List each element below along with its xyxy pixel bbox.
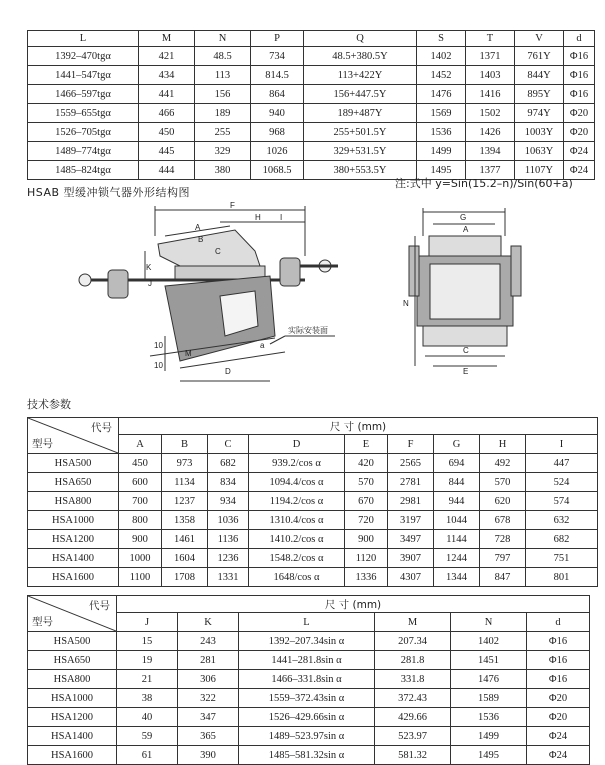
label-H: H (255, 213, 261, 222)
table-cell: 21 (117, 670, 178, 689)
table-cell: 1495 (451, 746, 527, 765)
table-header-row (28, 418, 598, 435)
header-cell: I (526, 435, 598, 454)
table-cell: Φ24 (527, 727, 590, 746)
table-cell: 1377 (466, 161, 515, 180)
table-cell: 670 (345, 492, 388, 511)
table-cell: 864 (251, 85, 304, 104)
header-cell: J (117, 613, 178, 632)
table-cell: Φ24 (564, 161, 595, 180)
table-cell: HSA800 (28, 670, 117, 689)
table-cell: 720 (345, 511, 388, 530)
table-header-row (28, 31, 595, 47)
header-cell: C (208, 435, 249, 454)
label-M: M (185, 349, 192, 358)
table-cell: 1476 (417, 85, 466, 104)
label-G: G (460, 213, 467, 222)
table-cell: 1489–774tgα (28, 142, 139, 161)
table-header-row (28, 596, 590, 613)
table-cell: Φ16 (564, 47, 595, 66)
table-cell: 444 (139, 161, 195, 180)
table-cell: 1502 (466, 104, 515, 123)
table-cell: 1569 (417, 104, 466, 123)
table-cell: 1416 (466, 85, 515, 104)
header-cell: H (480, 435, 526, 454)
table-cell: 834 (208, 473, 249, 492)
table-cell: 2981 (388, 492, 434, 511)
table-cell: 255 (195, 123, 251, 142)
table-cell: 968 (251, 123, 304, 142)
table-cell: 600 (119, 473, 162, 492)
label-A-front: A (463, 225, 469, 234)
table-cell: 1107Y (515, 161, 564, 180)
technical-parameters-table-2 (27, 595, 590, 765)
header-cell: V (515, 31, 564, 47)
table-cell: 281.8 (375, 651, 451, 670)
table-cell: 1036 (208, 511, 249, 530)
table-cell: 306 (178, 670, 239, 689)
table-cell: 1144 (434, 530, 480, 549)
header-cell: F (388, 435, 434, 454)
table-cell: 1237 (162, 492, 208, 511)
table-cell: 1489–523.97sin α (239, 727, 375, 746)
table-cell: 40 (117, 708, 178, 727)
table-cell: 734 (251, 47, 304, 66)
table-cell: 1344 (434, 568, 480, 587)
table-cell: 1068.5 (251, 161, 304, 180)
table-row (28, 123, 595, 142)
header-cell: G (434, 435, 480, 454)
label-dim-10-top: 10 (154, 341, 163, 350)
table-row (28, 549, 598, 568)
table-row (28, 85, 595, 104)
label-F: F (230, 201, 235, 210)
table-cell: 814.5 (251, 66, 304, 85)
table-row (28, 651, 590, 670)
table-cell: 1394 (466, 142, 515, 161)
table-cell: Φ16 (564, 85, 595, 104)
table-cell: 1452 (417, 66, 466, 85)
table-cell: 523.97 (375, 727, 451, 746)
header-cell: K (178, 613, 239, 632)
table-cell: HSA1400 (28, 727, 117, 746)
table-cell: Φ20 (527, 689, 590, 708)
table-cell: 15 (117, 632, 178, 651)
table-cell: 678 (480, 511, 526, 530)
code-label: 代号 (89, 600, 110, 612)
code-model-header (28, 596, 117, 632)
table-cell: 1134 (162, 473, 208, 492)
label-dim-10-bottom: 10 (154, 361, 163, 370)
table-cell: 1708 (162, 568, 208, 587)
table-cell: 189+487Y (304, 104, 417, 123)
table-cell: Φ20 (564, 123, 595, 142)
table-cell: Φ16 (527, 651, 590, 670)
table-cell: 1559–655tgα (28, 104, 139, 123)
table-row (28, 632, 590, 651)
code-label: 代号 (91, 422, 112, 434)
table-cell: 3197 (388, 511, 434, 530)
table-row (28, 492, 598, 511)
label-J: J (148, 279, 152, 288)
table-cell: 1526–429.66sin α (239, 708, 375, 727)
table-cell: HSA1600 (28, 746, 117, 765)
table-cell: 1476 (451, 670, 527, 689)
table-cell: 1310.4/cos α (249, 511, 345, 530)
table-cell: 421 (139, 47, 195, 66)
table-cell: 1402 (417, 47, 466, 66)
table-cell: 331.8 (375, 670, 451, 689)
table-cell: 934 (208, 492, 249, 511)
table-cell: 1392–207.34sin α (239, 632, 375, 651)
table-cell: 3497 (388, 530, 434, 549)
header-cell: M (375, 613, 451, 632)
table-cell: 2565 (388, 454, 434, 473)
table-cell: 372.43 (375, 689, 451, 708)
table-cell: 700 (119, 492, 162, 511)
table-row (28, 568, 598, 587)
table-row (28, 670, 590, 689)
table-cell: 1485–581.32sin α (239, 746, 375, 765)
size-header: 尺 寸 (mm) (117, 596, 590, 613)
table-cell: 61 (117, 746, 178, 765)
table-cell: 189 (195, 104, 251, 123)
table-cell: HSA1200 (28, 530, 119, 549)
header-cell: N (451, 613, 527, 632)
table-cell: 682 (208, 454, 249, 473)
header-cell: T (466, 31, 515, 47)
header-cell: B (162, 435, 208, 454)
table-cell: HSA1600 (28, 568, 119, 587)
table-row (28, 530, 598, 549)
table-cell: 761Y (515, 47, 564, 66)
header-cell: P (251, 31, 304, 47)
table-cell: 1136 (208, 530, 249, 549)
table-cell: 1003Y (515, 123, 564, 142)
label-E: E (463, 367, 469, 376)
table-cell: 441 (139, 85, 195, 104)
table-cell: 429.66 (375, 708, 451, 727)
label-C: C (215, 247, 221, 256)
table-cell: 3907 (388, 549, 434, 568)
header-cell: L (239, 613, 375, 632)
table-cell: 390 (178, 746, 239, 765)
table-cell: Φ16 (564, 66, 595, 85)
table-cell: 1466–331.8sin α (239, 670, 375, 689)
label-C-front: C (463, 346, 469, 355)
table-row (28, 142, 595, 161)
size-header: 尺 寸 (mm) (119, 418, 598, 435)
table-cell: 380+553.5Y (304, 161, 417, 180)
table-cell: 1648/cos α (249, 568, 345, 587)
table-cell: 1495 (417, 161, 466, 180)
table-row (28, 47, 595, 66)
header-cell: S (417, 31, 466, 47)
table-cell: 974Y (515, 104, 564, 123)
table-cell: 524 (526, 473, 598, 492)
header-cell: L (28, 31, 139, 47)
technical-parameters-table-1 (27, 417, 598, 587)
table-cell: 797 (480, 549, 526, 568)
table-cell: 1485–824tgα (28, 161, 139, 180)
label-B: B (198, 235, 204, 244)
table-cell: 466 (139, 104, 195, 123)
table-cell: 1026 (251, 142, 304, 161)
table-cell: 1331 (208, 568, 249, 587)
table-cell: Φ20 (527, 708, 590, 727)
formula-note: 注:式中 y=Sin(15.2–n)/Sin(60+a) (395, 177, 573, 190)
header-cell: E (345, 435, 388, 454)
table-cell: 570 (480, 473, 526, 492)
table-row (28, 473, 598, 492)
table-cell: 113 (195, 66, 251, 85)
table-cell: 844 (434, 473, 480, 492)
table-cell: 38 (117, 689, 178, 708)
table-cell: 801 (526, 568, 598, 587)
header-cell: d (564, 31, 595, 47)
params-title: 技术参数 (27, 398, 71, 411)
table-cell: 1100 (119, 568, 162, 587)
table-cell: 1466–597tgα (28, 85, 139, 104)
table-cell: 944 (434, 492, 480, 511)
table-cell: Φ16 (527, 670, 590, 689)
table-cell: HSA1400 (28, 549, 119, 568)
table-cell: 1336 (345, 568, 388, 587)
table-cell: 1371 (466, 47, 515, 66)
table-cell: 939.2/cos α (249, 454, 345, 473)
table-cell: 450 (119, 454, 162, 473)
table-cell: 940 (251, 104, 304, 123)
drawing-title: HSAB 型缓冲锁气器外形结构图 (27, 186, 191, 199)
table-row (28, 746, 590, 765)
table-cell: 581.32 (375, 746, 451, 765)
table-cell: 1536 (417, 123, 466, 142)
table-cell: 255+501.5Y (304, 123, 417, 142)
table-cell: 365 (178, 727, 239, 746)
table-cell: HSA500 (28, 632, 117, 651)
table-cell: 492 (480, 454, 526, 473)
table-cell: 1044 (434, 511, 480, 530)
table-cell: 800 (119, 511, 162, 530)
table-cell: 1604 (162, 549, 208, 568)
table-cell: Φ20 (564, 104, 595, 123)
table-cell: 445 (139, 142, 195, 161)
table-cell: 156 (195, 85, 251, 104)
table-cell: 156+447.5Y (304, 85, 417, 104)
table-cell: 420 (345, 454, 388, 473)
table-cell: 1194.2/cos α (249, 492, 345, 511)
header-cell: A (119, 435, 162, 454)
code-model-header (28, 418, 119, 454)
table-cell: 2781 (388, 473, 434, 492)
table-cell: 59 (117, 727, 178, 746)
table-cell: 1548.2/cos α (249, 549, 345, 568)
label-D: D (225, 367, 231, 376)
table-row (28, 104, 595, 123)
table-cell: 347 (178, 708, 239, 727)
label-A: A (195, 223, 201, 232)
header-cell: Q (304, 31, 417, 47)
table-row (28, 708, 590, 727)
table-cell: 728 (480, 530, 526, 549)
header-cell: N (195, 31, 251, 47)
dimension-table-top (27, 30, 595, 180)
label-I: I (280, 213, 283, 222)
table-cell: 620 (480, 492, 526, 511)
table-cell: 751 (526, 549, 598, 568)
table-cell: 1559–372.43sin α (239, 689, 375, 708)
table-cell: Φ16 (527, 632, 590, 651)
table-cell: 329 (195, 142, 251, 161)
table-cell: 1451 (451, 651, 527, 670)
table-cell: HSA500 (28, 454, 119, 473)
side-view-drawing (70, 196, 360, 392)
table-cell: HSA650 (28, 473, 119, 492)
model-label: 型号 (32, 616, 53, 628)
table-cell: 1358 (162, 511, 208, 530)
table-cell: 844Y (515, 66, 564, 85)
table-cell: 570 (345, 473, 388, 492)
table-cell: 1499 (417, 142, 466, 161)
table-cell: 113+422Y (304, 66, 417, 85)
table-cell: Φ24 (527, 746, 590, 765)
table-cell: 450 (139, 123, 195, 142)
table-cell: 1236 (208, 549, 249, 568)
table-cell: 900 (345, 530, 388, 549)
table-row (28, 66, 595, 85)
table-cell: 1461 (162, 530, 208, 549)
model-label: 型号 (32, 438, 53, 450)
table-cell: 973 (162, 454, 208, 473)
table-row (28, 454, 598, 473)
table-row (28, 727, 590, 746)
table-cell: HSA1000 (28, 689, 117, 708)
table-cell: 1499 (451, 727, 527, 746)
table-cell: 1402 (451, 632, 527, 651)
table-cell: 1120 (345, 549, 388, 568)
table-cell: 447 (526, 454, 598, 473)
table-cell: HSA800 (28, 492, 119, 511)
table-cell: 1526–705tgα (28, 123, 139, 142)
header-cell: d (527, 613, 590, 632)
table-cell: 1392–470tgα (28, 47, 139, 66)
table-cell: 380 (195, 161, 251, 180)
table-cell: 682 (526, 530, 598, 549)
table-cell: 329+531.5Y (304, 142, 417, 161)
front-view-drawing (395, 206, 530, 376)
table-row (28, 511, 598, 530)
table-cell: 574 (526, 492, 598, 511)
table-cell: 632 (526, 511, 598, 530)
table-cell: 281 (178, 651, 239, 670)
table-cell: 4307 (388, 568, 434, 587)
table-cell: 1589 (451, 689, 527, 708)
table-cell: 322 (178, 689, 239, 708)
table-cell: 1244 (434, 549, 480, 568)
label-a: a (260, 341, 265, 350)
table-cell: Φ24 (564, 142, 595, 161)
table-cell: 243 (178, 632, 239, 651)
table-cell: HSA1000 (28, 511, 119, 530)
table-cell: 1000 (119, 549, 162, 568)
table-cell: HSA650 (28, 651, 117, 670)
table-cell: 900 (119, 530, 162, 549)
label-N: N (403, 299, 409, 308)
label-K: K (146, 263, 152, 272)
table-cell: 847 (480, 568, 526, 587)
table-cell: 48.5 (195, 47, 251, 66)
table-row (28, 689, 590, 708)
table-cell: 1441–547tgα (28, 66, 139, 85)
table-cell: 895Y (515, 85, 564, 104)
table-cell: 434 (139, 66, 195, 85)
label-install-surface: 实际安装面 (288, 326, 328, 335)
table-cell: 1441–281.8sin α (239, 651, 375, 670)
table-cell: 1094.4/cos α (249, 473, 345, 492)
table-cell: 1063Y (515, 142, 564, 161)
table-cell: 48.5+380.5Y (304, 47, 417, 66)
table-cell: 207.34 (375, 632, 451, 651)
header-cell: D (249, 435, 345, 454)
table-cell: 1403 (466, 66, 515, 85)
header-cell: M (139, 31, 195, 47)
table-cell: HSA1200 (28, 708, 117, 727)
table-cell: 1410.2/cos α (249, 530, 345, 549)
table-cell: 1426 (466, 123, 515, 142)
table-cell: 1536 (451, 708, 527, 727)
table-cell: 694 (434, 454, 480, 473)
table-cell: 19 (117, 651, 178, 670)
